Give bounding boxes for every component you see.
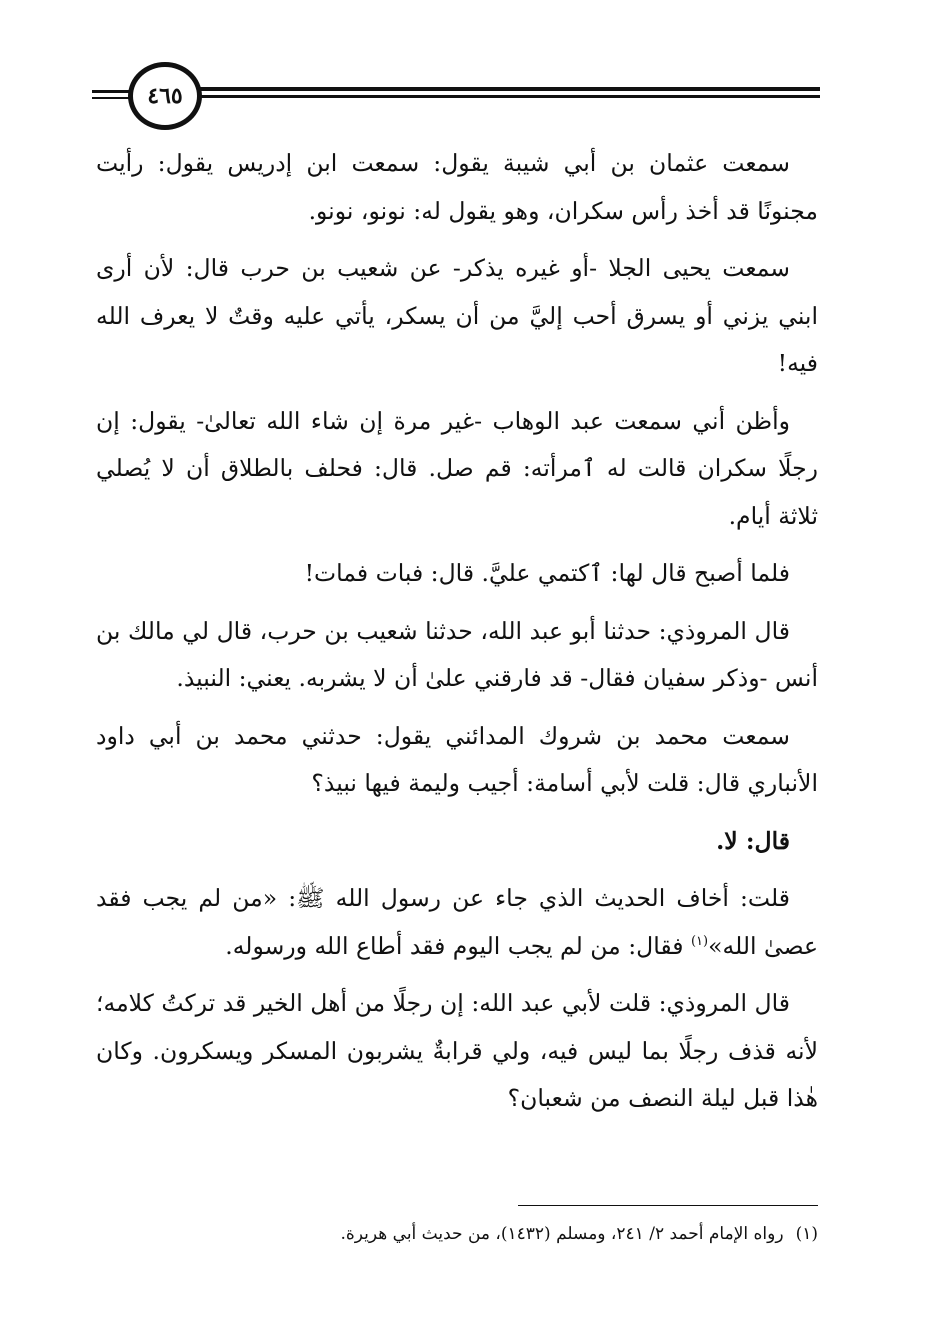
paragraph-5: قال المروذي: حدثنا أبو عبد الله، حدثنا شعيب بن حرب، قال لي مالك بن أنس -وذكر سفيان فقال- قد فارقني علىٰ أن لا يشربه. يعني: النبيذ. [96, 616, 818, 692]
paragraph-last: قال المروذي: قلت لأبي عبد الله: إن رجلًا من أهل الخير قد تركتُ كلامه؛ لأنه قذف رجلًا بما ليس فيه، ولي قرابةٌ يشربون المسكر ويسكرون. وكان هٰذا قبل ليلة النصف من شعبان؟ [96, 989, 818, 1112]
page-header [92, 62, 820, 126]
footnote-divider [518, 1205, 818, 1206]
footnote-reference[interactable]: (١) [690, 933, 709, 949]
paragraph-2: سمعت يحيى الجلا -أو غيره يذكر- عن شعيب بن حرب قال: لأن أرى ابني يزني أو يسرق أحب إليَّ من أن يسكر، يأتي عليه وقتٌ لا يعرف الله فيه! [96, 254, 818, 377]
paragraph-7: قال: لا. [716, 826, 790, 855]
header-rule-right [200, 87, 820, 91]
paragraph-3: وأظن أني سمعت عبد الوهاب -غير مرة إن شاء الله تعالىٰ- يقول: إن رجلًا سكران قالت له ٱمرأته: قم صل. قال: فحلف بالطلاق أن لا يُصلي ثلاثة أيام. [96, 406, 818, 530]
header-rule-left [92, 90, 130, 93]
header-rule-left-thin [92, 97, 130, 99]
hadith-paragraph [96, 875, 818, 970]
paragraph-6: سمعت محمد بن شروك المدائني يقول: حدثني محمد بن أبي داود الأنباري قال: قلت لأبي أسامة: أجيب وليمة فيها نبيذ؟ [96, 721, 818, 797]
footnote-number: (١) [795, 1224, 818, 1244]
hadith-continuation: فقال: من لم يجب اليوم فقد أطاع الله ورسوله. [225, 931, 691, 960]
footnote [96, 1219, 818, 1249]
paragraph-4: فلما أصبح قال لها: ٱكتمي عليَّ. قال: فبات فمات! [304, 559, 790, 587]
main-text [96, 140, 818, 1133]
hadith-text: قلت: أخاف الحديث الذي جاء عن رسول الله ﷺ: «من لم يجب فقد عصىٰ الله» [96, 884, 818, 960]
footnote-text: رواه الإمام أحمد ٢/ ٢٤١، ومسلم (١٤٣٢)، من حديث أبي هريرة. [340, 1224, 784, 1244]
page-number: ٤٦٥ [147, 83, 183, 109]
header-rule-right-thin [200, 95, 820, 98]
paragraph-1: سمعت عثمان بن أبي شيبة يقول: سمعت ابن إدريس يقول: رأيت مجنونًا قد أخذ رأس سكران، وهو يقول له: نونو، نونو. [96, 149, 818, 225]
page-number-badge [128, 62, 202, 130]
